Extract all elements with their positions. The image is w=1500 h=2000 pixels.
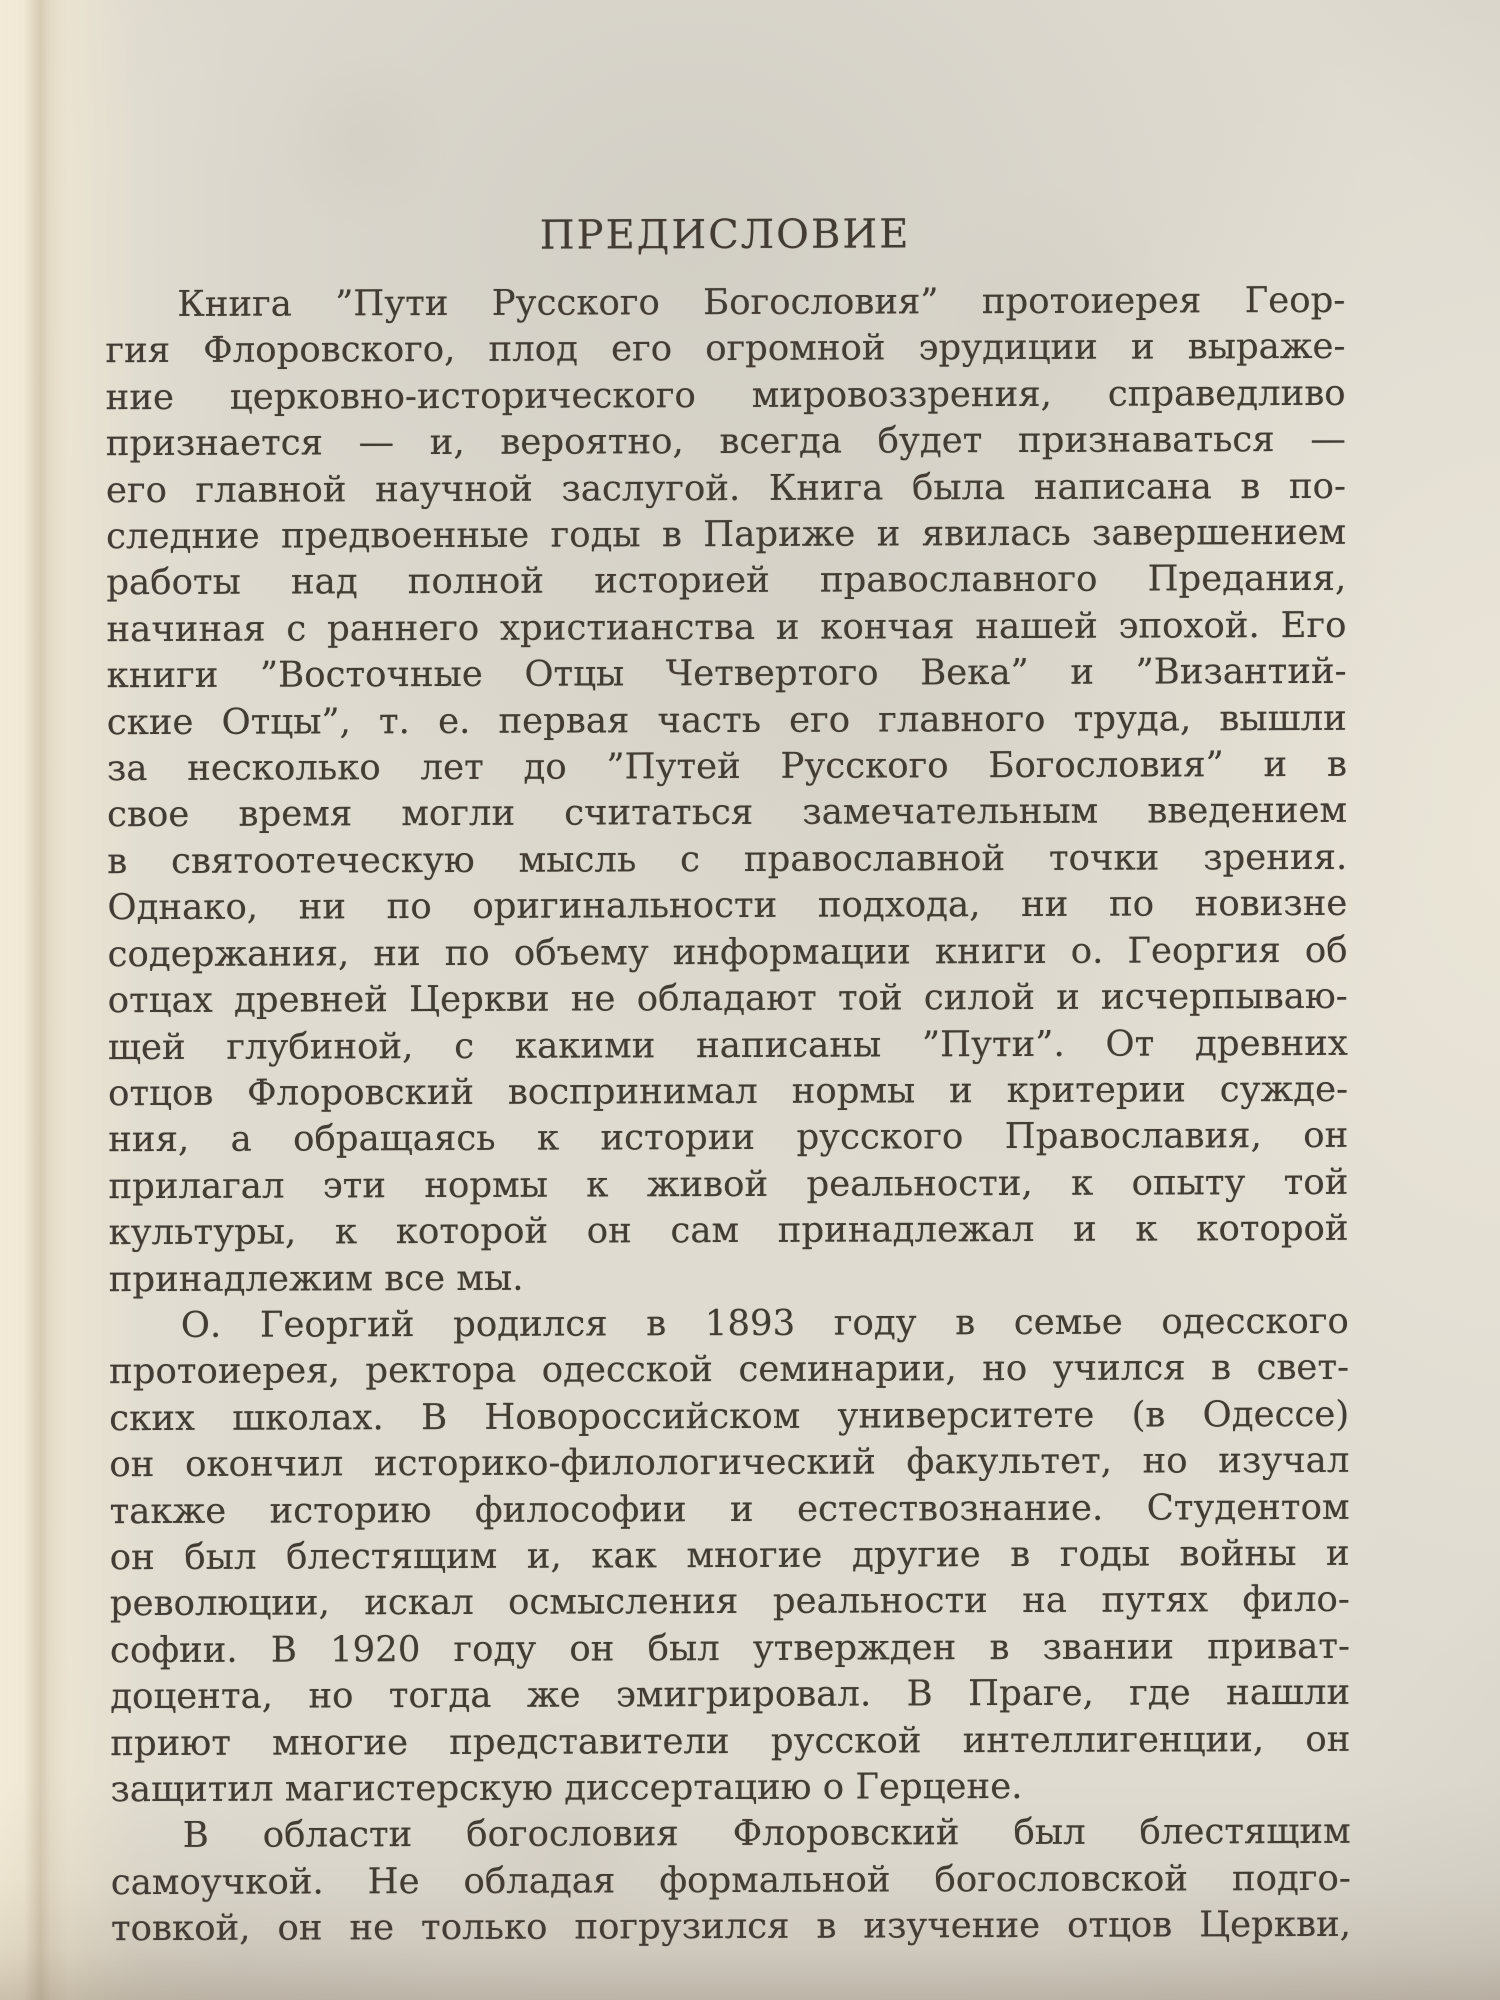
text-line: он был блестящим и, как многие другие в годы войны и <box>109 1532 1350 1579</box>
text-line: культуры, к которой он сам принадлежал и к которой <box>108 1207 1349 1254</box>
text-line: защитил магистерскую диссертацию о Герцене. <box>110 1765 1023 1811</box>
text-line: его главной научной заслугой. Книга была написана в по- <box>105 465 1347 511</box>
text-line: ния, а обращаясь к истории русского Православия, он <box>108 1115 1349 1161</box>
paragraph <box>111 1809 1351 1953</box>
text-line: ских школах. В Новороссийском университете (в Одессе) <box>109 1393 1350 1439</box>
paragraph <box>105 278 1349 1303</box>
text-line: ние церковно-исторического мировоззрения, справедливо <box>105 372 1346 418</box>
page-text-block <box>105 210 1351 1953</box>
text-line: В области богословия Флоровский был блестящим <box>182 1811 1351 1857</box>
text-line: содержания, ни по объему информации книги о. Георгия об <box>107 929 1348 975</box>
text-line: ские Отцы”, т. е. первая часть его главного труда, вышли <box>106 697 1347 743</box>
text-line: софии. В 1920 году он был утвержден в звании приват- <box>109 1625 1351 1671</box>
text-line: самоучкой. Не обладая формальной богословской подго- <box>110 1857 1351 1903</box>
text-line: доцента, но тогда же эмигрировал. В Праге, где нашли <box>110 1672 1351 1718</box>
text-line: О. Георгий родился в 1893 году в семье одесского <box>180 1300 1349 1346</box>
text-line: отцах древней Церкви не обладают той силой и исчерпываю- <box>107 975 1348 1022</box>
text-line: Книга ”Пути Русского Богословия” протоиерея Геор- <box>177 279 1346 325</box>
text-line: принадлежим все мы. <box>108 1257 524 1300</box>
text-line: Однако, ни по оригинальности подхода, ни по новизне <box>107 883 1348 929</box>
text-line: следние предвоенные годы в Париже и явилась завершением <box>106 511 1347 558</box>
paragraph <box>109 1299 1351 1814</box>
text-line: начиная с раннего христианства и кончая нашей эпохой. Его <box>106 604 1347 651</box>
text-line: за несколько лет до ”Путей Русского Богословия” и в <box>106 743 1348 790</box>
text-line: гия Флоровского, плод его огромной эрудиции и выраже- <box>105 326 1346 372</box>
text-line: приют многие представители русской интеллигенции, он <box>110 1718 1351 1764</box>
page-title: ПРЕДИСЛОВИЕ <box>539 211 911 259</box>
text-line: признается — и, вероятно, всегда будет признаваться — <box>105 419 1346 465</box>
text-line: он окончил историко-филологический факультет, но изучал <box>109 1439 1350 1486</box>
text-line: свое время могли считаться замечательным введением <box>107 790 1348 836</box>
text-line: также историю философии и естествознание. Студентом <box>109 1486 1350 1532</box>
text-line: щей глубиной, с какими написаны ”Пути”. От древних <box>107 1022 1348 1068</box>
text-line: работы над полной историей православного Предания, <box>106 558 1347 604</box>
text-line: книги ”Восточные Отцы Четвертого Века” и ”Византий- <box>106 651 1347 697</box>
preface-body <box>105 278 1351 1953</box>
text-line: прилагал эти нормы к живой реальности, к опыту той <box>108 1161 1349 1207</box>
text-line: революции, искал осмысления реальности на путях фило- <box>109 1579 1350 1625</box>
text-line: отцов Флоровский воспринимал нормы и критерии сужде- <box>108 1068 1349 1115</box>
text-line: в святоотеческую мысль с православной точки зрения. <box>107 836 1348 883</box>
text-line: товкой, он не только погрузился в изучение отцов Церкви, <box>110 1904 1352 1950</box>
text-line: протоиерея, ректора одесской семинарии, но учился в свет- <box>108 1347 1350 1393</box>
